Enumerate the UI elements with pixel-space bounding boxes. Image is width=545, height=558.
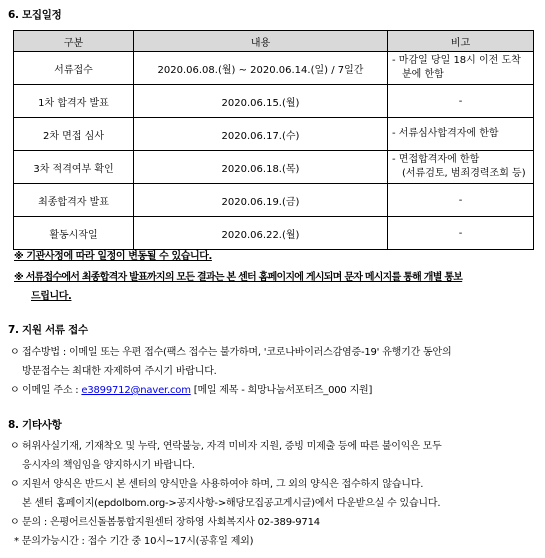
row-content: 2020.06.22.(월) [134, 217, 388, 250]
row-note: - [388, 85, 534, 118]
note-line: 분에 한함 [402, 69, 444, 80]
bullet: ㅇ [10, 479, 20, 490]
table-row [14, 52, 534, 85]
row-category: 활동시작일 [14, 217, 134, 250]
email-label: 이메일 주소 : [22, 385, 82, 396]
table-header-row [14, 31, 534, 52]
header-category: 구분 [14, 31, 134, 52]
table-row [14, 151, 534, 184]
notice-item-1-line1: 허위사실기재, 기재착오 및 누락, 연락불능, 자격 미비자 지원, 증빙 미제출 등에 따른 불이익은 모두 [22, 441, 442, 452]
table-row [14, 85, 534, 118]
row-note [388, 118, 534, 151]
header-content: 내용 [134, 31, 388, 52]
row-content: 2020.06.19.(금) [134, 184, 388, 217]
bullet: ㅇ [10, 441, 20, 452]
header-note: 비고 [388, 31, 534, 52]
submission-method-cont: 방문접수는 최대한 자제하여 주시기 바랍니다. [22, 366, 217, 377]
section-7-title: 7. 지원 서류 접수 [8, 324, 88, 336]
notice-item-2 [10, 475, 423, 490]
table-row [14, 118, 534, 151]
notice-results-line2: 드립니다. [31, 291, 72, 302]
row-category: 1차 합격자 발표 [14, 85, 134, 118]
row-category: 서류접수 [14, 52, 134, 85]
bullet: ㅇ [10, 347, 20, 358]
notice-schedule-change-text: ※ 기관사정에 따라 일정이 변동될 수 있습니다. [14, 251, 212, 262]
email-line [10, 381, 372, 396]
row-category: 2차 면접 심사 [14, 118, 134, 151]
submission-method [10, 343, 451, 358]
notice-schedule-change [14, 247, 212, 262]
section-8-title: 8. 기타사항 [8, 419, 62, 431]
email-link[interactable]: e3899712@naver.com [81, 385, 191, 396]
notice-results-line1: ※ 서류접수에서 최종합격자 발표까지의 모든 결과는 본 센터 홈페이지에 게시되며 문자 메시지를 통해 개별 통보 [14, 272, 463, 283]
row-category: 최종합격자 발표 [14, 184, 134, 217]
notice-item-1-cont: 응시자의 책임임을 양지하시기 바랍니다. [22, 460, 195, 471]
email-subject: [메일 제목 - 희망나눔서포터즈_000 지원] [190, 385, 373, 396]
notice-results [14, 268, 462, 283]
contact-line [10, 513, 320, 528]
contact-text: 문의 : 은평어르신돌봄통합지원센터 장하영 사회복지사 02-389-9714 [22, 517, 320, 528]
note-line: - 마감일 당일 18시 이전 도착 [392, 55, 521, 66]
bullet: ㅇ [10, 385, 20, 396]
note-line: - 면접합격자에 한함 [392, 154, 480, 165]
notice-results-cont [31, 287, 71, 302]
table-row [14, 184, 534, 217]
section-6-title: 6. 모집일정 [8, 9, 62, 21]
row-note: - [388, 217, 534, 250]
row-note [388, 52, 534, 85]
row-note [388, 151, 534, 184]
contact-hours: * 문의가능시간 : 접수 기간 중 10시~17시(공휴일 제외) [14, 536, 254, 547]
schedule-table [13, 30, 534, 250]
row-content: 2020.06.18.(목) [134, 151, 388, 184]
note-line: (서류검토, 범죄경력조회 등) [402, 168, 526, 179]
row-category: 3차 적격여부 확인 [14, 151, 134, 184]
row-content: 2020.06.17.(수) [134, 118, 388, 151]
notice-item-2-line1: 지원서 양식은 반드시 본 센터의 양식만을 사용하여야 하며, 그 외의 양식은 접수하지 않습니다. [22, 479, 424, 490]
row-content: 2020.06.08.(월) ~ 2020.06.14.(일) / 7일간 [134, 52, 388, 85]
table-row [14, 217, 534, 250]
notice-item-1 [10, 437, 442, 452]
submission-method-line1: 접수방법 : 이메일 또는 우편 접수(팩스 접수는 불가하며, '코로나바이러스감염증-19' 유행기간 동안의 [22, 347, 452, 358]
row-note: - [388, 184, 534, 217]
notice-item-2-cont: 본 센터 홈페이지(epdolbom.org->공지사항->해당모집공고게시글)에서 다운받으실 수 있습니다. [22, 498, 441, 509]
bullet: ㅇ [10, 517, 20, 528]
row-content: 2020.06.15.(월) [134, 85, 388, 118]
note-line: - 서류심사합격자에 한함 [392, 128, 499, 139]
